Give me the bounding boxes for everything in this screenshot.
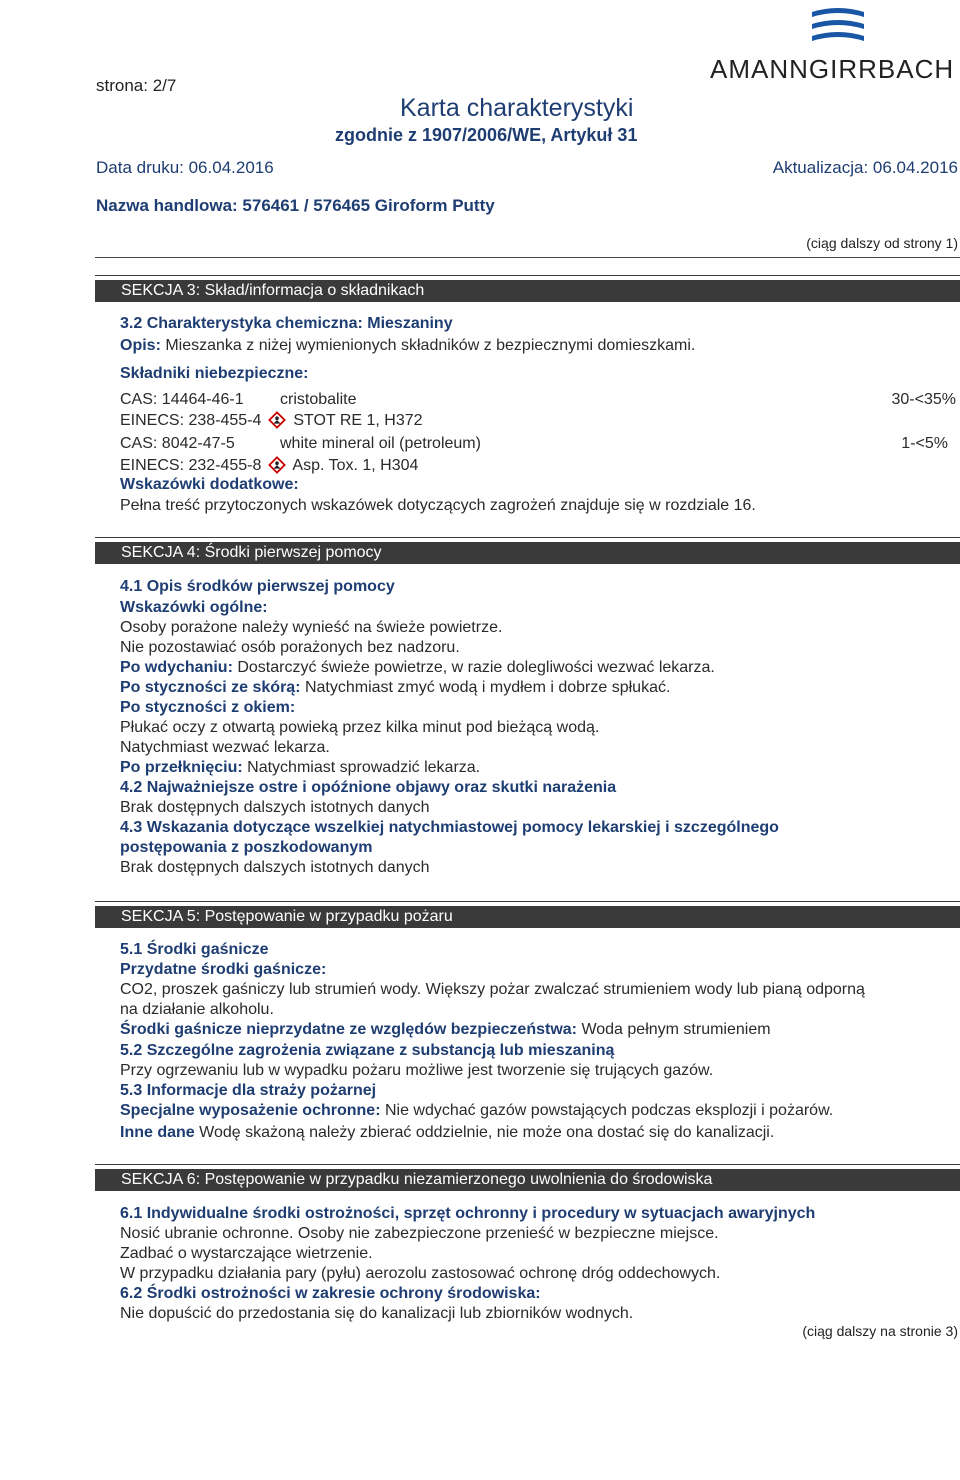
s5-h53: 5.3 Informacje dla straży pożarnej [120,1082,377,1099]
health-hazard-icon [268,411,286,429]
row1-einecs-text: EINECS: 238-455-4 [120,412,262,429]
continued-from: (ciąg dalszy od strony 1) [806,235,958,251]
s5-equipment [120,1101,833,1121]
s5-equip-text: Nie wdychać gazów powstających podczas eksplozji i pożarów. [380,1102,834,1119]
s4-inhal-text: Dostarczyć świeże powietrze, w razie dolegliwości wezwać lekarza. [232,659,715,676]
section-4-heading: SEKCJA 4: Środki pierwszej pomocy [95,542,960,564]
update-date: Aktualizacja: 06.04.2016 [772,158,958,177]
s5-suitable-2: na działanie alkoholu. [120,1001,274,1018]
s4-swallow [120,758,480,778]
row2-cas: CAS: 8042-47-5 [120,435,235,452]
row1-name: cristobalite [280,391,357,408]
row1-percent: 30-<35% [891,391,956,408]
document-title: Karta charakterystyki [400,94,634,122]
s4-inhal-label: Po wdychaniu: [120,659,233,676]
s5-other-text: Wodę skażoną należy zbierać oddzielnie, nie może ona dostać się do kanalizacji. [194,1124,775,1141]
s4-h43-text: Brak dostępnych dalszych istotnych danych [120,859,430,876]
row1-einecs [120,411,423,431]
s4-eye-1: Płukać oczy z otwartą powieką przez kilka minut pod bieżącą wodą. [120,719,600,736]
health-hazard-icon [268,456,286,474]
s4-inhalation [120,658,715,678]
logo-mark-icon [808,4,868,46]
header-rule [95,257,960,258]
section-6-heading: SEKCJA 6: Postępowanie w przypadku niezamierzonego uwolnienia do środowiska [95,1169,960,1191]
s3-hazardous-label: Składniki niebezpieczne: [120,365,309,382]
s4-h41: 4.1 Opis środków pierwszej pomocy [120,578,395,595]
s4-eye-2: Natychmiast wezwać lekarza. [120,739,330,756]
row2-name: white mineral oil (petroleum) [280,435,481,452]
logo-text: AMANNGIRRBACH [710,54,955,84]
s5-unsuitable [120,1020,771,1040]
s4-h43-a: 4.3 Wskazania dotyczące wszelkiej natychmiastowej pomocy lekarskiej i szczególnego [120,819,779,836]
s3-extra-label: Wskazówki dodatkowe: [120,476,299,493]
s6-h61: 6.1 Indywidualne środki ostrożności, sprzęt ochronny i procedury w sytuacjach awaryjnych [120,1205,816,1222]
s4-h42-text: Brak dostępnych dalszych istotnych danych [120,799,430,816]
s5-h51: 5.1 Środki gaśnicze [120,941,269,958]
row2-einecs-text: EINECS: 232-455-8 [120,457,262,474]
continued-to: (ciąg dalszy na stronie 3) [802,1323,958,1339]
row1-cas: CAS: 14464-46-1 [120,391,244,408]
s3-desc-label: Opis: [120,337,161,354]
s5-other-label: Inne dane [120,1124,195,1141]
s5-unsuitable-text: Woda pełnym strumieniem [577,1021,771,1038]
row1-hazard: STOT RE 1, H372 [293,412,423,429]
s6-t1: Nosić ubranie ochronne. Osoby nie zabezpieczone przenieść w bezpieczne miejsce. [120,1225,719,1242]
print-date: Data druku: 06.04.2016 [96,158,274,177]
product-name: Nazwa handlowa: 576461 / 576465 Giroform Putty [96,196,495,215]
s5-other [120,1123,774,1143]
s5-suitable-1: CO2, proszek gaśniczy lub strumień wody. Większy pożar zwalczać strumieniem wody lub pianą odporną [120,981,865,998]
s4-skin [120,678,670,698]
s5-suitable-label: Przydatne środki gaśnicze: [120,961,327,978]
s4-h43-b: postępowania z poszkodowanym [120,839,373,856]
s6-t4: Nie dopuścić do przedostania się do kanalizacji lub zbiorników wodnych. [120,1305,634,1322]
s6-h62: 6.2 Środki ostrożności w zakresie ochrony środowiska: [120,1285,541,1302]
s6-t3: W przypadku działania pary (pyłu) aerozolu zastosować ochronę dróg oddechowych. [120,1265,721,1282]
s4-skin-label: Po styczności ze skórą: [120,679,301,696]
s4-swallow-text: Natychmiast sprowadzić lekarza. [242,759,481,776]
s5-equip-label: Specjalne wyposażenie ochronne: [120,1102,381,1119]
s3-desc-text: Mieszanka z niżej wymienionych składników z bezpiecznymi domieszkami. [160,337,696,354]
s3-subheading: 3.2 Charakterystyka chemiczna: Mieszaniny [120,315,453,332]
s5-h52: 5.2 Szczególne zagrożenia związane z substancją lub mieszaniną [120,1042,615,1059]
row2-hazard: Asp. Tox. 1, H304 [292,457,419,474]
row2-einecs [120,456,418,476]
s4-general-2: Nie pozostawiać osób porażonych bez nadzoru. [120,639,460,656]
s5-h52-text: Przy ogrzewaniu lub w wypadku pożaru możliwe jest tworzenie się trujących gazów. [120,1062,714,1079]
s4-eye-label: Po styczności z okiem: [120,699,296,716]
s5-unsuitable-label: Środki gaśnicze nieprzydatne ze względów bezpieczeństwa: [120,1021,577,1038]
s4-h42: 4.2 Najważniejsze ostre i opóźnione objawy oraz skutki narażenia [120,779,617,796]
row2-percent: 1-<5% [901,435,948,452]
s4-swallow-label: Po przełknięciu: [120,759,243,776]
company-logo [710,4,955,84]
s4-skin-text: Natychmiast zmyć wodą i mydłem i dobrze spłukać. [300,679,671,696]
s4-general-label: Wskazówki ogólne: [120,599,268,616]
s6-t2: Zadbać o wystarczające wietrzenie. [120,1245,373,1262]
s4-general-1: Osoby porażone należy wynieść na świeże powietrze. [120,619,503,636]
page-number: strona: 2/7 [96,76,177,95]
s3-description [120,336,695,356]
s3-extra-text: Pełna treść przytoczonych wskazówek dotyczących zagrożeń znajduje się w rozdziale 16. [120,497,756,514]
section-3-heading: SEKCJA 3: Skład/informacja o składnikach [95,280,960,302]
section-5-heading: SEKCJA 5: Postępowanie w przypadku pożaru [95,906,960,928]
document-subtitle: zgodnie z 1907/2006/WE, Artykuł 31 [335,125,638,145]
